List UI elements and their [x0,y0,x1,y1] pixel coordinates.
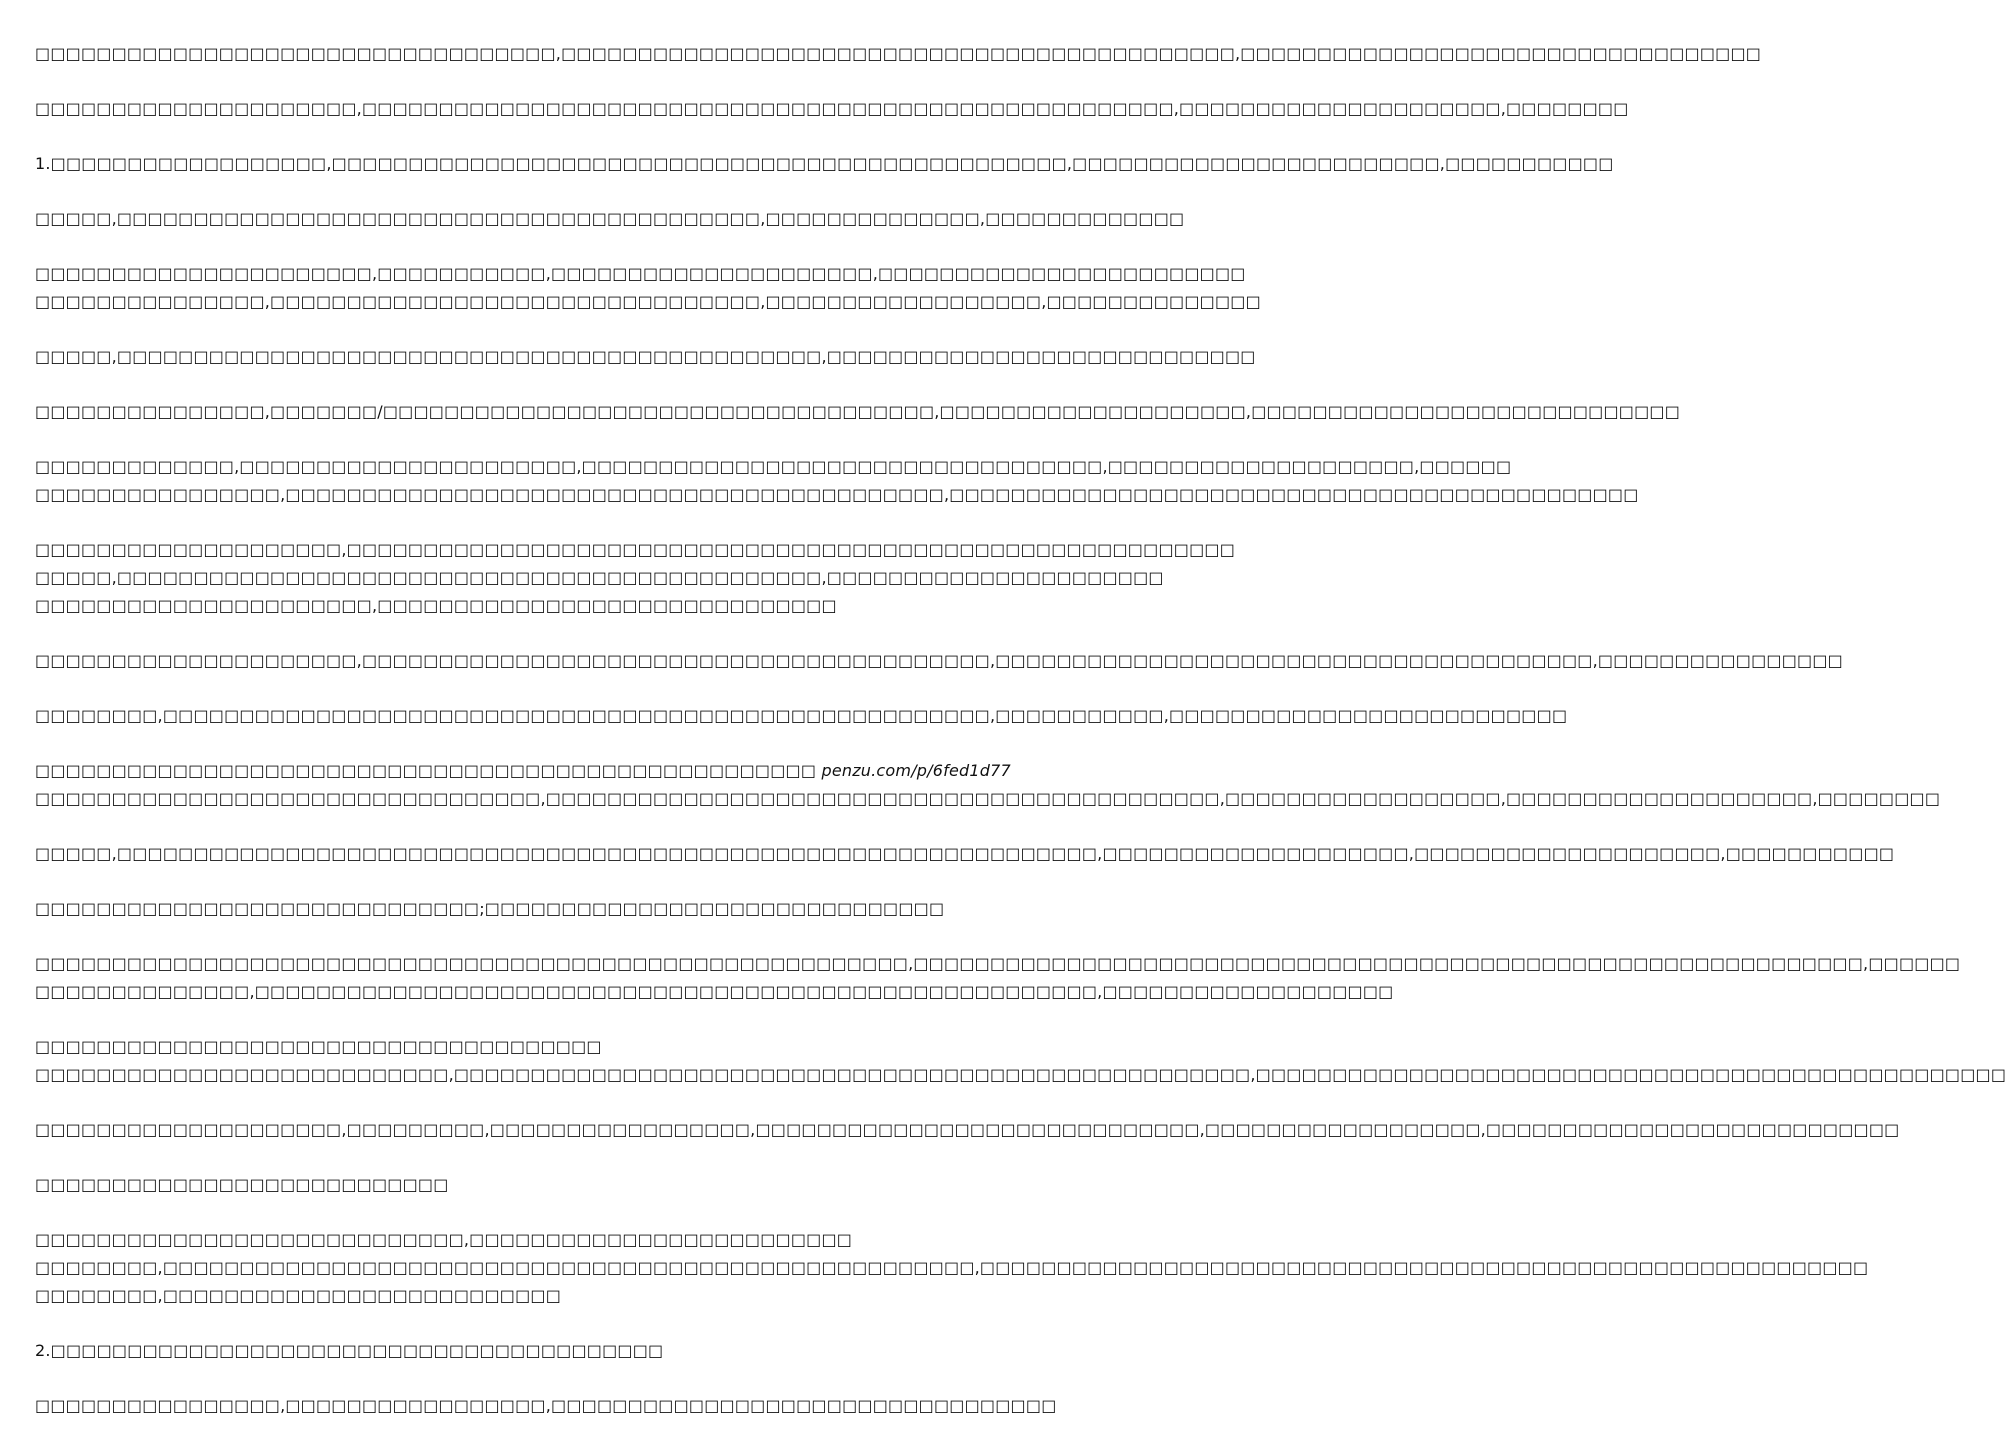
text-line [35,564,1164,592]
paragraph [35,840,1895,868]
text-line [35,978,1394,1006]
text-line [35,785,1941,813]
line-text: □□□□□□□□□□□□□□□□□□□□□□□□□□□□□□□□□□□□□□□□□□□□□□□□□□□□□□□□□,□□□□□□□□□□□□□□□□□□□□□□□□□□□□□□□□□□□□□□□□□□□□□□□□□□□□□□□□□□□□□□,□□□□□□ [35,954,1961,973]
paragraph [35,950,1961,1006]
text-line [35,260,1246,288]
line-text: □□□□□□□□,□□□□□□□□□□□□□□□□□□□□□□□□□□□□□□□□□□□□□□□□□□□□□□□□□□□□□,□□□□□□□□□□□□□□□□□□□□□□□□□□□□□□□□□□□□□□□□□□□□□□□□□□□□□□□□□□ [35,1258,1869,1277]
paragraph [35,453,1639,509]
line-text: □□□□□□□□□□□□□□□□□□□□,□□□□□□□□□,□□□□□□□□□□□□□□□□□,□□□□□□□□□□□□□□□□□□□□□□□□□□□□□,□□□□□□□□□□□□□□□□□□,□□□□□□□□□□□□□□□□□□□□□□□□□□□ [35,1120,1900,1139]
line-text: □□□□□□□□□□□□□□□□,□□□□□□□□□□□□□□□□□□□□□□□□□□□□□□□□□□□□□□□□□□□,□□□□□□□□□□□□□□□□□□□□□□□□□□□□□□□□□□□□□□□□□□□□□ [35,485,1639,504]
text-line [35,1337,990,1365]
text-line [35,481,1639,509]
text-line [35,453,1512,481]
line-text: □□□□□□□□□□□□□□□□,□□□□□□□□□□□□□□□□□,□□□□□□□□□□□□□□□□□□□□□□□□□□□□□□□□□ [35,1396,1057,1415]
line-text: □□□□□□□□□□□□□□□□□□□□□□□□□□□□□□□□□□□□□ [35,1037,602,1056]
paragraph [35,895,990,923]
paragraph [35,95,1629,123]
text-line [35,647,1843,675]
line-text: □□□□□□□□□□□□□□□□□□□□□□□□□□□□,□□□□□□□□□□□□□□□□□□□□□□□□□ [35,1230,853,1249]
paragraph [35,1033,2006,1089]
text-line [35,1061,2006,1089]
paragraph [35,343,1256,371]
paragraph [35,150,1614,178]
paragraph [35,536,1236,620]
line-text: □□□□□□□□□□□□□□□,□□□□□□□□□□□□□□□□□□□□□□□□□□□□□□□□,□□□□□□□□□□□□□□□□□□,□□□□□□□□□□□□□□ [35,292,1261,311]
paragraph [35,702,1568,730]
text-line [35,895,990,923]
line-text: □□□□□□□□□□□□□□□□□□□□□,□□□□□□□□□□□□□□□□□□□□□□□□□□□□□□□□□□□□□□□□□□□□□□□□□□□□□,□□□□□□□□□□□□□□□□□□□□□,□□□□□□□□ [35,99,1629,118]
line-text: □□□□□□□□□□□□□,□□□□□□□□□□□□□□□□□□□□□□,□□□□□□□□□□□□□□□□□□□□□□□□□□□□□□□□□□,□□□□□□□□□□□□□□□□□□□□,□□□□□□ [35,457,1512,476]
paragraph [35,1226,1869,1310]
text-line [35,1226,990,1254]
text-line [35,757,1011,785]
text-line [35,150,1614,178]
paragraph [35,1171,990,1199]
line-text: □□□□□□□□□□□□□□□□□□□□□□,□□□□□□□□□□□□□□□□□□□□□□□□□□□□□□ [35,596,837,615]
line-text: □□□□□□□□□□□□□□□□□□□□□□□□□□□□□□□□□□□□□□□□□□□□□□□□□□□ [35,761,822,780]
line-text: □□□□□□□□□□□□□□□□□□□□□□□□□□□ [35,1175,449,1194]
text-line [35,1254,1869,1282]
line-text: □□□□□□□□□□□□□□□□□□□□□,□□□□□□□□□□□□□□□□□□□□□□□□□□□□□□□□□□□□□□□□□,□□□□□□□□□□□□□□□□□□□□□□□□□□□□□□□□□□□□□□□,□□□□□□□□□□□□□□□□ [35,651,1843,670]
paragraph [35,398,1681,426]
line-text: □□□□□□□□□□□□□□□,□□□□□□□/□□□□□□□□□□□□□□□□□□□□□□□□□□□□□□□□□□□□,□□□□□□□□□□□□□□□□□□□□,□□□□□□□□□□□□□□□□□□□□□□□□□□□□ [35,402,1681,421]
line-text: □□□□□□□□□□□□□□□□□□□□,□□□□□□□□□□□□□□□□□□□□□□□□□□□□□□□□□□□□□□□□□□□□□□□□□□□□□□□□□□ [35,540,1236,559]
text-line [35,343,1256,371]
document-page [35,40,2006,1430]
text-line [35,592,990,620]
text-line [35,95,1629,123]
line-text: □□□□□,□□□□□□□□□□□□□□□□□□□□□□□□□□□□□□□□□□□□□□□□□□□□□□,□□□□□□□□□□□□□□□□□□□□□□□□□□□□ [35,347,1256,366]
paragraph [35,757,1941,813]
text-line [35,950,1961,978]
line-text: □□□□□□□□□□□□□□□□□□□□□□,□□□□□□□□□□□,□□□□□□□□□□□□□□□□□□□□□,□□□□□□□□□□□□□□□□□□□□□□□□ [35,264,1246,283]
text-line [35,398,1681,426]
paragraph [35,205,1185,233]
line-text: 1.□□□□□□□□□□□□□□□□□□,□□□□□□□□□□□□□□□□□□□□□□□□□□□□□□□□□□□□□□□□□□□□□□□□,□□□□□□□□□□□□□□□□□□□□□□□□,□□□□□□□□□□□ [35,154,1614,173]
paragraph [35,1116,1900,1144]
text-line [35,288,1261,316]
line-text: □□□□□□□□□□□□□□,□□□□□□□□□□□□□□□□□□□□□□□□□□□□□□□□□□□□□□□□□□□□□□□□□□□□□□□,□□□□□□□□□□□□□□□□□□□ [35,982,1394,1001]
line-text: □□□□□□□□□□□□□□□□□□□□□□□□□□□□□□□□□□,□□□□□□□□□□□□□□□□□□□□□□□□□□□□□□□□□□□□□□□□□□□□,□□□□□□□□□□□□□□□□□□□□□□□□□□□□□□□□□□ [35,44,1762,63]
paragraph [35,1392,1057,1420]
text-line [35,840,1895,868]
line-text: 2.□□□□□□□□□□□□□□□□□□□□□□□□□□□□□□□□□□□□□□□□ [35,1341,664,1360]
line-text: □□□□□□□□□□□□□□□□□□□□□□□□□□□,□□□□□□□□□□□□□□□□□□□□□□□□□□□□□□□□□□□□□□□□□□□□□□□□□□□□,□□□□□□□□□□□□□□□□□□□□□□□□□□□□□□□□□□□□□□□□□□□□□□□□□ [35,1065,2006,1084]
text-line [35,40,1762,68]
paragraph [35,40,1762,68]
text-line [35,1171,990,1199]
url-text: penzu.com/p/6fed1d77 [821,761,1011,780]
text-line [35,1116,1900,1144]
paragraph [35,647,1843,675]
text-line [35,536,1236,564]
text-line [35,1282,990,1310]
line-text: □□□□□,□□□□□□□□□□□□□□□□□□□□□□□□□□□□□□□□□□□□□□□□□□,□□□□□□□□□□□□□□,□□□□□□□□□□□□□ [35,209,1185,228]
text-line [35,1033,990,1061]
line-text: □□□□□□□□,□□□□□□□□□□□□□□□□□□□□□□□□□□□□□□□□□□□□□□□□□□□□□□□□□□□□□□,□□□□□□□□□□□,□□□□□□□□□□□□□□□□□□□□□□□□□□ [35,706,1568,725]
paragraph [35,260,1261,316]
text-line [35,702,1568,730]
line-text: □□□□□,□□□□□□□□□□□□□□□□□□□□□□□□□□□□□□□□□□□□□□□□□□□□□□□□□□□□□□□□□□□□□□□□,□□□□□□□□□□□□□□□□□□□□,□□□□□□□□□□□□□□□□□□□□,□□□□□□□□□□□ [35,844,1895,863]
paragraph [35,1337,990,1365]
line-text: □□□□□□□□□□□□□□□□□□□□□□□□□□□□□□□□□,□□□□□□□□□□□□□□□□□□□□□□□□□□□□□□□□□□□□□□□□□□□□,□□□□□□□□□□□□□□□□□□,□□□□□□□□□□□□□□□□□□□□,□□□□□□□□ [35,789,1941,808]
line-text: □□□□□□□□,□□□□□□□□□□□□□□□□□□□□□□□□□□ [35,1286,562,1305]
line-text: □□□□□,□□□□□□□□□□□□□□□□□□□□□□□□□□□□□□□□□□□□□□□□□□□□□□,□□□□□□□□□□□□□□□□□□□□□□ [35,568,1164,587]
text-line [35,1392,1057,1420]
text-line [35,205,1185,233]
line-text: □□□□□□□□□□□□□□□□□□□□□□□□□□□□□;□□□□□□□□□□□□□□□□□□□□□□□□□□□□□□ [35,899,945,918]
